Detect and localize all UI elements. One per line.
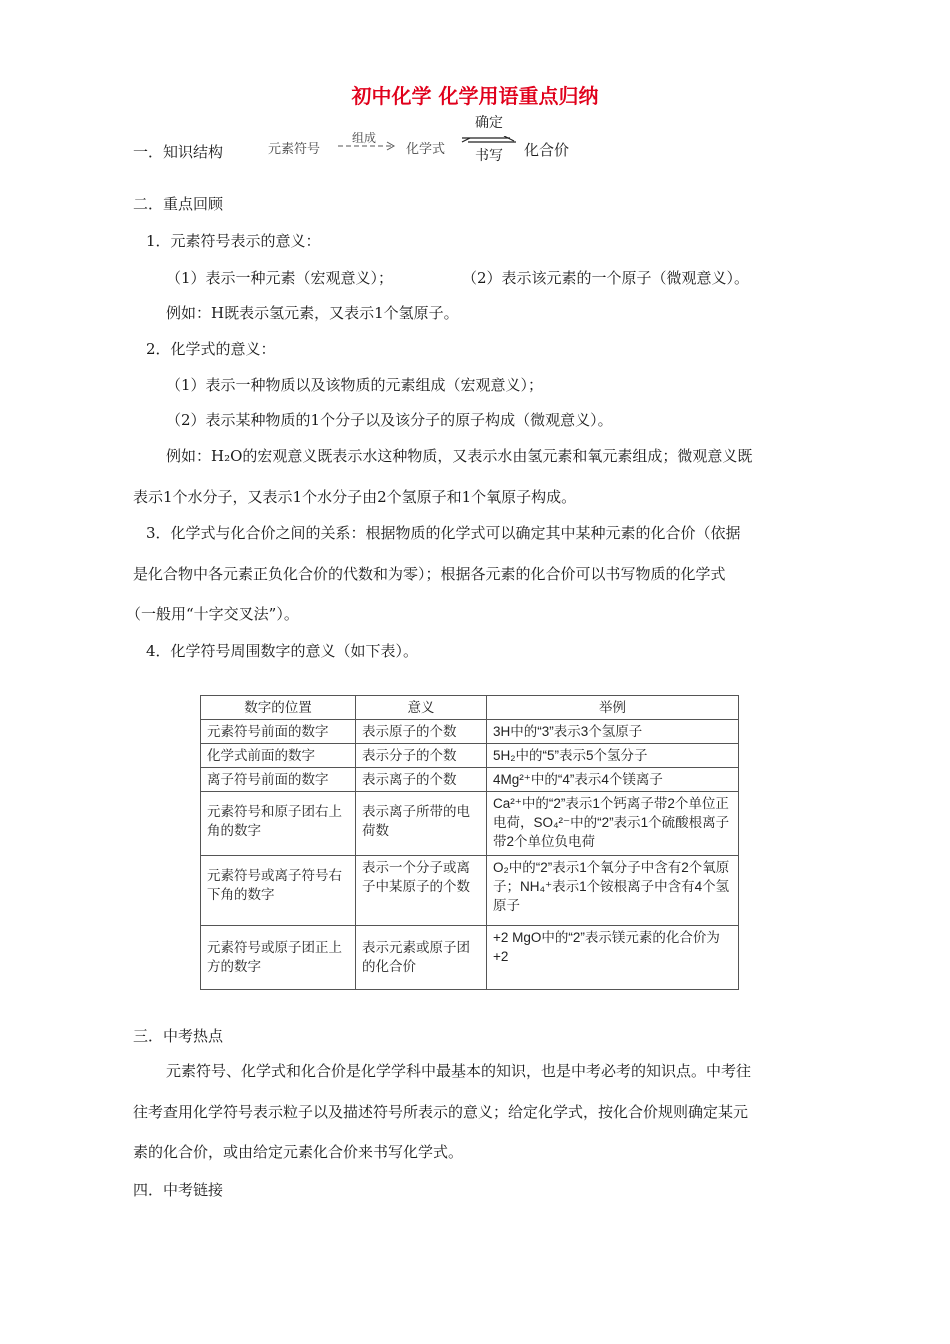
point-2-example-line-2: 表示1个水分子，又表示1个水分子由2个氢原子和1个氧原子构成。 (133, 488, 577, 506)
table-cell: 离子符号前面的数字 (201, 768, 356, 792)
section-3-line-2: 往考查用化学符号表示粒子以及描述符号所表示的意义；给定化学式，按化合价规则确定某元 (133, 1103, 749, 1121)
section-2-heading: 二．重点回顾 (133, 195, 224, 213)
table-cell: 元素符号和原子团右上角的数字 (201, 792, 356, 856)
section-4-heading: 四．中考链接 (133, 1181, 224, 1199)
table-header-row (201, 696, 739, 720)
table-cell: 3H中的“3”表示3个氢原子 (487, 720, 739, 744)
point-3-line-3: （一般用“十字交叉法”）。 (126, 605, 299, 623)
table-cell: O₂中的“2”表示1个氧分子中含有2个氧原子；NH₄⁺表示1个铵根离子中含有4个氢原子 (487, 856, 739, 926)
diagram-bottom-label: 书写 (475, 148, 503, 164)
page-title: 初中化学 化学用语重点归纳 (351, 84, 599, 108)
table-cell: 表示分子的个数 (356, 744, 487, 768)
diagram-symbol: 元素符号 (268, 142, 321, 157)
diagram-formula: 化学式 (406, 142, 446, 157)
diagram-bidirectional (460, 112, 518, 165)
table-row (201, 856, 739, 926)
table-header-cell: 举例 (487, 696, 739, 720)
table-cell: 表示原子的个数 (356, 720, 487, 744)
point-3-line-2: 是化合物中各元素正负化合价的代数和为零）；根据各元素的化合价可以书写物质的化学式 (133, 565, 726, 583)
table-row (201, 720, 739, 744)
section-3-line-1: 元素符号、化学式和化合价是化学学科中最基本的知识，也是中考必考的知识点。中考往 (166, 1062, 752, 1080)
table-cell: 5H₂中的“5”表示5个氢分子 (487, 744, 739, 768)
double-arrow-icon (460, 136, 518, 144)
number-meaning-table (200, 695, 739, 990)
table-row (201, 792, 739, 856)
table-cell: 化学式前面的数字 (201, 744, 356, 768)
table-cell: 表示离子的个数 (356, 768, 487, 792)
table-cell: 表示元素或原子团的化合价 (356, 926, 487, 990)
point-1-a: （1）表示一种元素（宏观意义）； (166, 269, 394, 287)
section-3-heading: 三．中考热点 (133, 1027, 224, 1045)
knowledge-structure-diagram (268, 112, 588, 162)
point-4-title: 4．化学符号周围数字的意义（如下表）。 (146, 642, 419, 660)
diagram-top-label: 确定 (475, 115, 503, 131)
table-cell: +2 MgO中的“2”表示镁元素的化合价为+2 (487, 926, 739, 990)
diagram-arrow-label: 组成 (352, 131, 377, 145)
table-cell: 元素符号或原子团正上方的数字 (201, 926, 356, 990)
table-header-cell: 意义 (356, 696, 487, 720)
point-1-example: 例如：H既表示氢元素，又表示1个氢原子。 (166, 304, 459, 322)
point-2-b: （2）表示某种物质的1个分子以及该分子的原子构成（微观意义）。 (166, 411, 613, 429)
table-cell: 表示离子所带的电荷数 (356, 792, 487, 856)
point-2-example-line-1: 例如：H₂O的宏观意义既表示水这种物质，又表示水由氢元素和氧元素组成；微观意义既 (166, 447, 753, 465)
table-row (201, 744, 739, 768)
point-2-a: （1）表示一种物质以及该物质的元素组成（宏观意义）； (166, 376, 544, 394)
table-cell: 表示一个分子或离子中某原子的个数 (356, 856, 487, 926)
table-cell: 元素符号或离子符号右下角的数字 (201, 856, 356, 926)
table-header-cell: 数字的位置 (201, 696, 356, 720)
section-1-heading: 一．知识结构 (133, 143, 224, 161)
table-row (201, 926, 739, 990)
table-cell: 元素符号前面的数字 (201, 720, 356, 744)
table-row (201, 768, 739, 792)
table-cell: Ca²⁺中的“2”表示1个钙离子带2个单位正电荷，SO₄²⁻中的“2”表示1个硫酸根离子带2个单位负电荷 (487, 792, 739, 856)
diagram-valence: 化合价 (524, 141, 570, 159)
point-3-line-1: 3．化学式与化合价之间的关系：根据物质的化学式可以确定其中某种元素的化合价（依据 (146, 524, 741, 542)
section-3-line-3: 素的化合价，或由给定元素化合价来书写化学式。 (133, 1143, 464, 1161)
table-cell: 4Mg²⁺中的“4”表示4个镁离子 (487, 768, 739, 792)
point-1-b: （2）表示该元素的一个原子（微观意义）。 (462, 269, 750, 287)
point-2-title: 2．化学式的意义： (146, 340, 276, 358)
point-1-title: 1．元素符号表示的意义： (146, 232, 321, 250)
arrow-icon (336, 138, 400, 154)
